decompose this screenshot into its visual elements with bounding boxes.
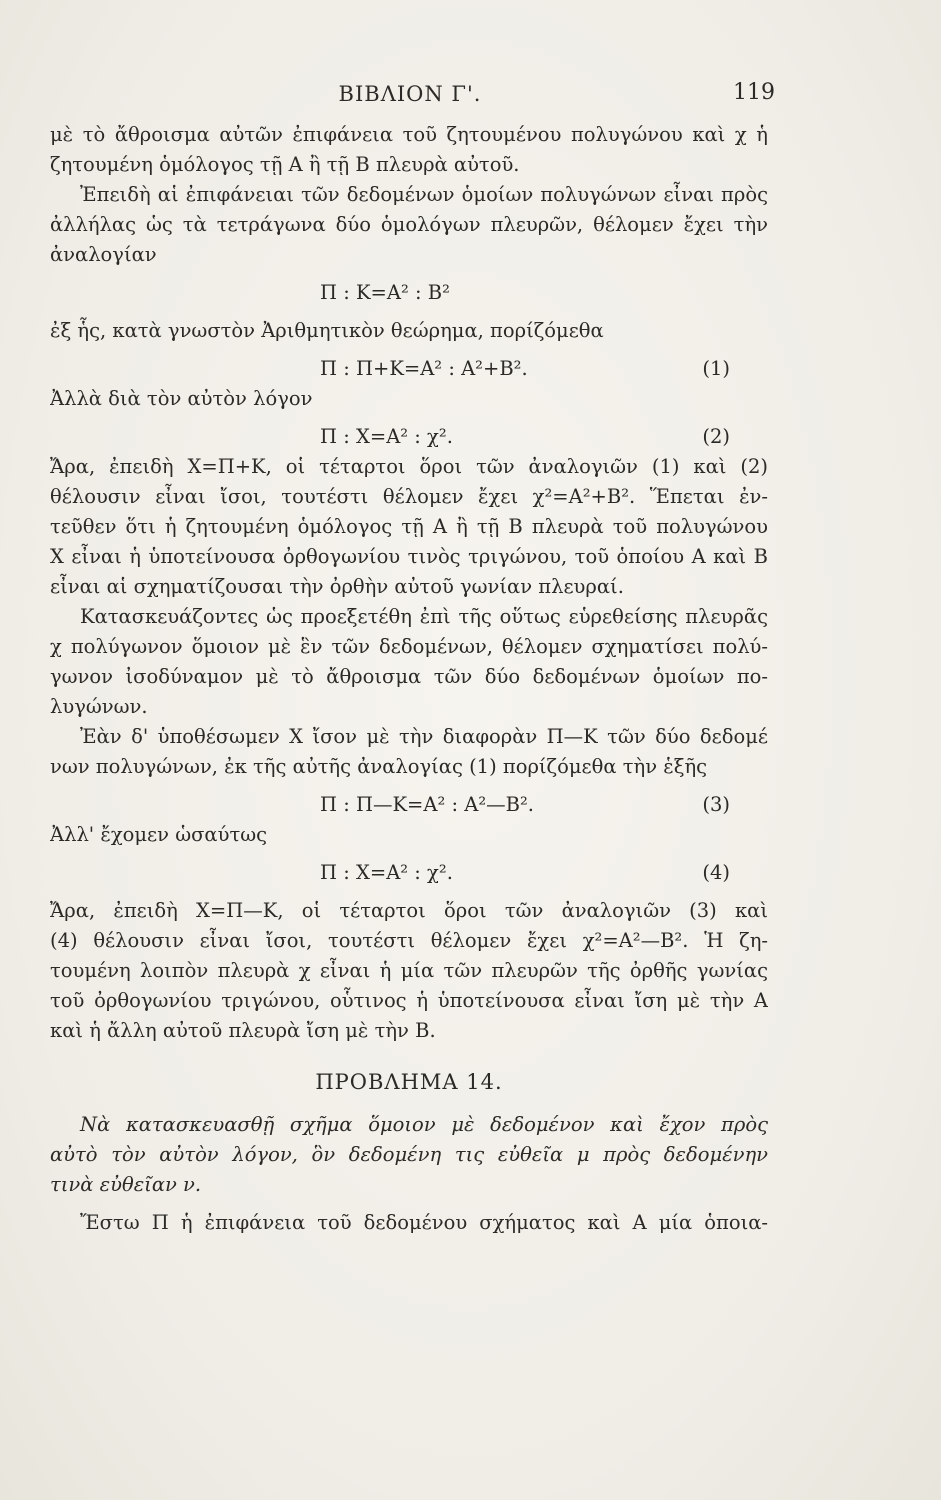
equation-formula: Π : Κ=Α² : Β² xyxy=(320,281,450,304)
text-line: ἐξ ἧς, κατὰ γνωστὸν Ἀριθμητικὸν θεώρημα, πορίζόμεθα xyxy=(50,319,604,342)
text-line: τοῦ ὀρθογωνίου τριγώνου, οὗτινος ἡ ὑποτείνουσα εἶναι ἴση μὲ τὴν Α xyxy=(50,989,768,1012)
problem-statement-line: Νὰ κατασκευασθῇ σχῆμα ὅμοιον μὲ δεδομένον καὶ ἔχον πρὸς xyxy=(80,1113,768,1136)
text-line: ἀναλογίαν xyxy=(50,243,157,266)
problem-statement-line: τινὰ εὐθεῖαν ν. xyxy=(50,1173,202,1196)
equation xyxy=(50,354,768,384)
text-line: Ἀλλὰ διὰ τὸν αὐτὸν λόγον xyxy=(50,387,313,410)
equation-formula: Π : Π+Κ=Α² : Α²+Β². xyxy=(320,357,528,380)
text-line: τουμένη λοιπὸν πλευρὰ χ εἶναι ἡ μία τῶν πλευρῶν τῆς ὀρθῆς γωνίας xyxy=(50,959,768,982)
equation-number: (1) xyxy=(702,357,730,380)
text-line: μὲ τὸ ἄθροισμα αὐτῶν ἐπιφάνεια τοῦ ζητουμένου πολυγώνου καὶ χ ἡ xyxy=(50,123,768,146)
text-line: λυγώνων. xyxy=(50,695,148,718)
running-head: ΒΙΒΛΙΟΝ Γ'. xyxy=(338,82,482,106)
text-line: χ πολύγωνον ὅμοιον μὲ ἓν τῶν δεδομένων, θέλομεν σχηματίσει πολύ- xyxy=(50,635,768,658)
equation xyxy=(50,858,768,888)
text-line: τεῦθεν ὅτι ἡ ζητουμένη ὁμόλογος τῇ Α ἢ τῇ Β πλευρὰ τοῦ πολυγώνου xyxy=(50,515,768,538)
equation xyxy=(50,790,768,820)
text-line: Ἄρα, ἐπειδὴ Χ=Π—Κ, οἱ τέταρτοι ὅροι τῶν ἀναλογιῶν (3) καὶ xyxy=(50,899,768,922)
body-text xyxy=(50,120,768,1238)
equation-number: (3) xyxy=(702,793,730,816)
problem-title: ΠΡΟΒΛΗΜΑ 14. xyxy=(315,1070,503,1094)
equation-number: (4) xyxy=(702,861,730,884)
text-line: Ἐὰν δ' ὑποθέσωμεν Χ ἴσον μὲ τὴν διαφορὰν Π—Κ τῶν δύο δεδομέ xyxy=(80,725,768,748)
text-line: ζητουμένη ὁμόλογος τῇ Α ἢ τῇ Β πλευρὰ αὐτοῦ. xyxy=(50,153,520,176)
text-line: (4) θέλουσιν εἶναι ἴσοι, τουτέστι θέλομεν ἔχει χ²=Α²—Β². Ἡ ζη- xyxy=(50,929,768,952)
equation-formula: Π : Χ=Α² : χ². xyxy=(320,425,453,448)
text-line: Ἀλλ' ἔχομεν ὡσαύτως xyxy=(50,823,268,846)
text-line: εἶναι αἱ σχηματίζουσαι τὴν ὀρθὴν αὐτοῦ γωνίαν πλευραί. xyxy=(50,575,624,598)
equation-number: (2) xyxy=(702,425,730,448)
text-line: θέλουσιν εἶναι ἴσοι, τουτέστι θέλομεν ἔχει χ²=Α²+Β². Ἕπεται ἐν- xyxy=(50,485,768,508)
equation xyxy=(50,422,768,452)
equation-formula: Π : Π—Κ=Α² : Α²—Β². xyxy=(320,793,534,816)
page-header xyxy=(50,76,775,110)
text-line: γωνον ἰσοδύναμον μὲ τὸ ἄθροισμα τῶν δύο δεδομένων ὁμοίων πο- xyxy=(50,665,768,688)
text-line: Κατασκευάζοντες ὡς προεξετέθη ἐπὶ τῆς οὕτως εὑρεθείσης πλευρᾶς xyxy=(80,605,768,628)
text-line: ἀλλήλας ὡς τὰ τετράγωνα δύο ὁμολόγων πλευρῶν, θέλομεν ἔχει τὴν xyxy=(50,213,768,236)
text-line: καὶ ἡ ἄλλη αὐτοῦ πλευρὰ ἴση μὲ τὴν Β. xyxy=(50,1019,436,1042)
problem-statement-line: αὐτὸ τὸν αὐτὸν λόγον, ὃν δεδομένη τις εὐθεῖα μ πρὸς δεδομένην xyxy=(50,1143,768,1166)
equation-formula: Π : Χ=Α² : χ². xyxy=(320,861,453,884)
text-line: Χ εἶναι ἡ ὑποτείνουσα ὀρθογωνίου τινὸς τριγώνου, τοῦ ὁποίου Α καὶ Β xyxy=(50,545,768,568)
text-line: Ἔστω Π ἡ ἐπιφάνεια τοῦ δεδομένου σχήματος καὶ Α μία ὁποια- xyxy=(80,1211,768,1234)
page-number: 119 xyxy=(733,80,775,105)
equation xyxy=(50,278,768,308)
text-line: Ἄρα, ἐπειδὴ Χ=Π+Κ, οἱ τέταρτοι ὅροι τῶν ἀναλογιῶν (1) καὶ (2) xyxy=(50,455,768,478)
text-line: νων πολυγώνων, ἐκ τῆς αὐτῆς ἀναλογίας (1) πορίζόμεθα τὴν ἑξῆς xyxy=(50,755,708,778)
text-line: Ἐπειδὴ αἱ ἐπιφάνειαι τῶν δεδομένων ὁμοίων πολυγώνων εἶναι πρὸς xyxy=(80,183,768,206)
